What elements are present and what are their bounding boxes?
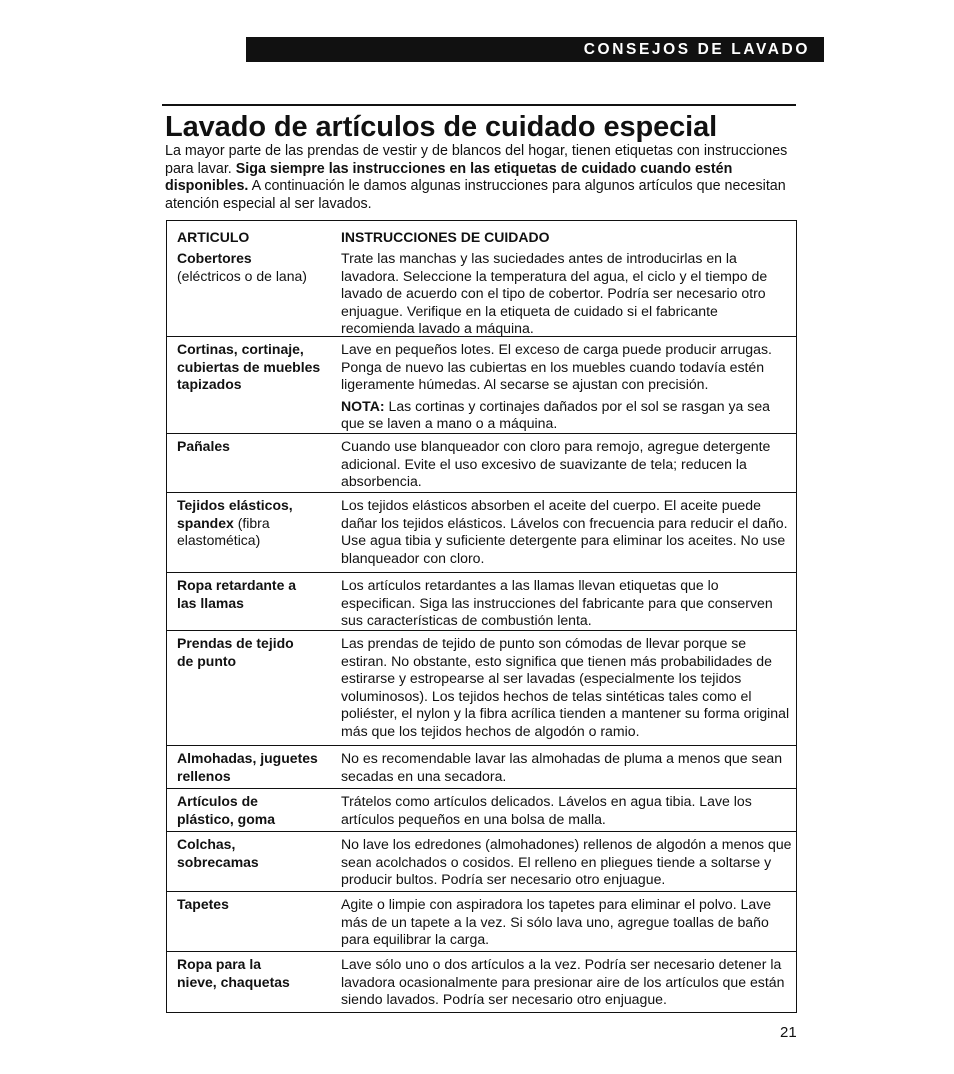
care-table (166, 220, 797, 1013)
row-instructions (341, 337, 796, 433)
row-instructions (341, 573, 796, 630)
table-row (167, 337, 796, 434)
header-instructions: INSTRUCCIONES DE CUIDADO (341, 229, 550, 245)
row-instructions (341, 434, 796, 492)
intro-text-bold: Siga siempre las instrucciones en las etiquetas de cuidado cuando estén disponibles. (165, 160, 733, 194)
table-row (167, 493, 796, 573)
instructions-text: Los tejidos elásticos absorben el aceite del cuerpo. El aceite puede dañar los tejidos elásticos. Lávelos con frecuencia para reducir el daño. Use agua tibia y suficiente detergente para eliminar los aceites. No use blanqueador con cloro. (341, 497, 788, 566)
row-article (167, 246, 341, 336)
article-label (177, 497, 293, 548)
row-article (167, 434, 341, 492)
article-name: Cobertores (177, 250, 252, 266)
row-article (167, 493, 341, 572)
intro-paragraph (165, 143, 797, 213)
instructions-text: Los artículos retardantes a las llamas llevan etiquetas que lo especifican. Siga las instrucciones del fabricante para que conserven sus características de combustión lenta. (341, 577, 773, 628)
row-instructions (341, 746, 796, 788)
row-article (167, 573, 341, 630)
table-header (167, 221, 796, 246)
instructions-text: Lave sólo uno o dos artículos a la vez. Podría ser necesario detener la lavadora ocasionalmente para presionar aire de los artículos que están siendo lavados. Podría ser necesario otro enjuague. (341, 956, 785, 1007)
article-name: Ropa retardante a las llamas (177, 577, 297, 611)
instructions-text: No es recomendable lavar las almohadas de pluma a menos que sean secadas en una secadora. (341, 750, 783, 784)
row-article (167, 952, 341, 1012)
row-article (167, 337, 341, 433)
table-row (167, 246, 796, 337)
row-instructions (341, 246, 796, 336)
article-name: Pañales (177, 438, 230, 454)
article-name: Colchas, sobrecamas (177, 836, 259, 870)
table-row (167, 832, 796, 892)
note-label: NOTA: (341, 397, 385, 414)
instructions-note (341, 398, 794, 433)
table-row (167, 789, 796, 832)
page-number: 21 (780, 1024, 797, 1041)
article-detail: (eléctricos o de lana) (177, 267, 307, 284)
instructions-text: Agite o limpie con aspiradora los tapetes para eliminar el polvo. Lave más de un tapete a la vez. Si sólo lava uno, agregue toallas de baño para equilibrar la carga. (341, 896, 772, 947)
article-name: Tejidos elásticos, spandex (177, 497, 293, 531)
intro-text-2: A continuación le damos algunas instrucciones para algunos artículos que necesitan atención especial al ser lavados. (165, 178, 786, 212)
article-name: Artículos de plástico, goma (177, 793, 276, 827)
article-name: Ropa para la nieve, chaquetas (177, 956, 290, 990)
row-instructions (341, 631, 796, 745)
title-rule (162, 104, 796, 106)
row-instructions (341, 832, 796, 891)
instructions-text: Trátelos como artículos delicados. Lávelos en agua tibia. Lave los artículos pequeños en una bolsa de malla. (341, 793, 752, 827)
table-row (167, 573, 796, 631)
instructions-text: Las prendas de tejido de punto son cómodas de llevar porque se estiran. No obstante, esto significa que tienen más probabilidades de estirarse y estropearse al ser lavadas (especialmente los tejidos voluminosos). Los tejidos hechos de telas sintéticas tales como el poliéster, el nylon y la fibra acrílica tienden a mantener su forma original más que los tejidos hechos de algodón o ramio. (341, 635, 790, 739)
row-instructions (341, 493, 796, 572)
header-article: ARTICULO (177, 229, 250, 245)
article-name: Tapetes (177, 896, 229, 912)
row-article (167, 832, 341, 891)
instructions-text: No lave los edredones (almohadones) rellenos de algodón a menos que sean acolchados o cosidos. El relleno en pliegues tiende a soltarse y producir bultos. Podría ser necesario otro enjuague. (341, 836, 792, 887)
page-title: Lavado de artículos de cuidado especial (165, 111, 718, 143)
row-instructions (341, 952, 796, 1012)
article-name: Almohadas, juguetes rellenos (177, 750, 318, 784)
table-row (167, 631, 796, 746)
row-instructions (341, 789, 796, 831)
instructions-text: Trate las manchas y las suciedades antes de introducirlas en la lavadora. Seleccione la temperatura del agua, el ciclo y el tiempo de lavado de acuerdo con el tipo de cobertor. Podría ser necesario otro enjuague. Verifique en la etiqueta de cuidado si el fabricante recomienda lavado a máquina. (341, 250, 768, 336)
table-row (167, 952, 796, 1012)
section-banner (246, 37, 824, 62)
row-article (167, 789, 341, 831)
row-article (167, 631, 341, 745)
row-instructions (341, 892, 796, 951)
section-banner-label: CONSEJOS DE LAVADO (583, 40, 810, 58)
table-row (167, 434, 796, 493)
table-row (167, 746, 796, 789)
article-name: Prendas de tejido de punto (177, 635, 294, 669)
intro-text-1: La mayor parte de las prendas de vestir y de blancos del hogar, tienen etiquetas con instrucciones para lavar. (165, 143, 788, 177)
row-article (167, 746, 341, 788)
article-name: Cortinas, cortinaje, cubiertas de muebles tapizados (177, 341, 321, 392)
instructions-text: Lave en pequeños lotes. El exceso de carga puede producir arrugas. Ponga de nuevo las cubiertas en los muebles cuando todavía estén ligeramente húmedas. Al secarse se ajustan con precisión. (341, 341, 772, 392)
note-text: Las cortinas y cortinajes dañados por el sol se rasgan ya sea que se laven a mano o a máquina. (341, 397, 771, 431)
table-row (167, 892, 796, 952)
row-article (167, 892, 341, 951)
instructions-text: Cuando use blanqueador con cloro para remojo, agregue detergente adicional. Evite el uso excesivo de suavizante de tela; reducen la absorbencia. (341, 438, 771, 489)
article-detail: (fibra elastomética) (177, 514, 270, 548)
